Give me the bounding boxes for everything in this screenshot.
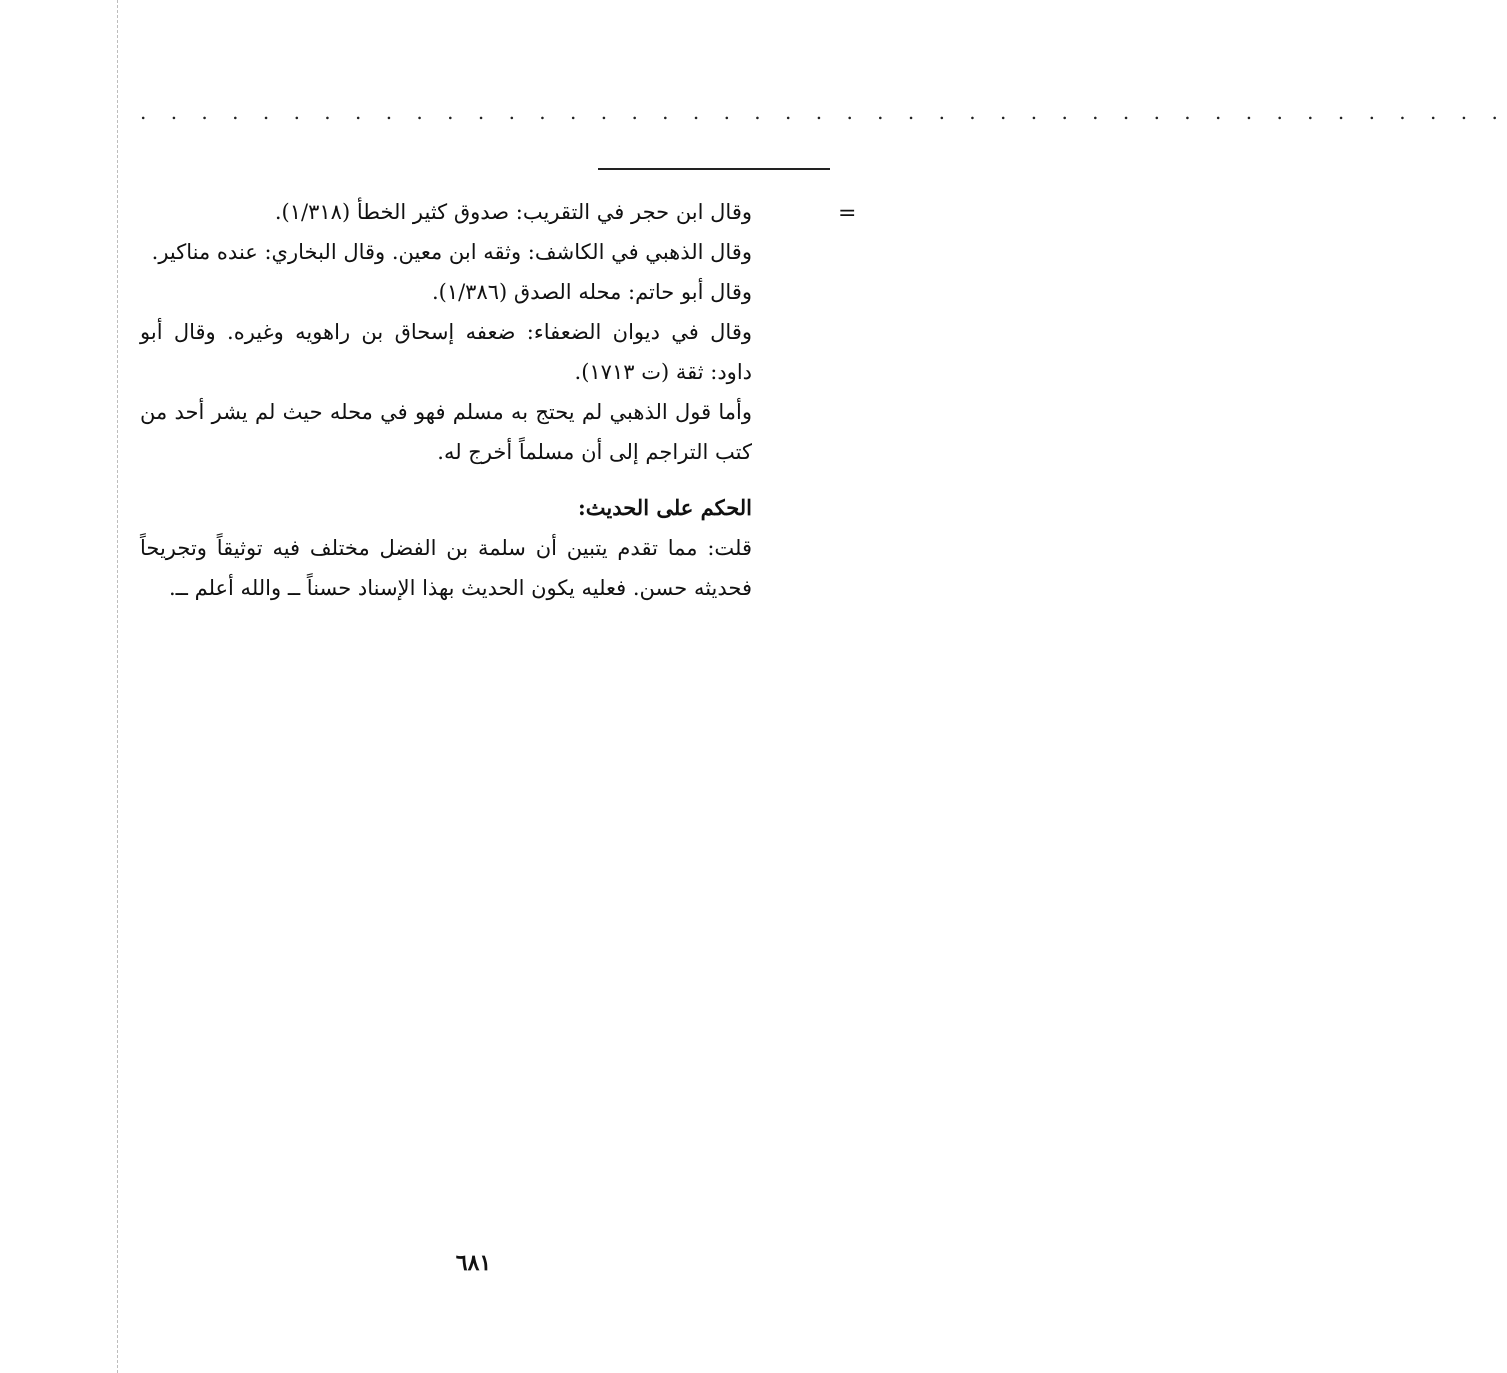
text-line-dhahabi-kashif: وقال الذهبي في الكاشف: وثقه ابن معين. وقال البخاري: عنده مناكير. (151, 240, 752, 264)
conclusion-paragraph: قلت: مما تقدم يتبين أن سلمة بن الفضل مختلف فيه توثيقاً وتجريحاً فحديثه حسن. فعليه يكون الحديث بهذا الإسناد حسناً ــ والله أعلم ــ. (140, 536, 752, 600)
footnote-text (140, 192, 752, 608)
continuation-mark: = (838, 201, 857, 226)
page-number: ٦٨١ (455, 1250, 492, 1276)
text-line-ibn-hajar: وقال ابن حجر في التقريب: صدوق كثير الخطأ (١/٣١٨). (274, 200, 752, 224)
text-line-dhahabi-muslim: وأما قول الذهبي لم يحتج به مسلم فهو في محله حيث لم يشر أحد من كتب التراجم إلى أن مسلماً أخرج له. (140, 400, 753, 464)
gutter-line (117, 0, 118, 1373)
ellipsis-separator: . . . . . . . . . . . . . . . . . . . . . . . . . . . . . . . . . . . . . . . . . . . . . (140, 100, 1507, 124)
text-line-diwan-duafa: وقال في ديوان الضعفاء: ضعفه إسحاق بن راهويه وغيره. وقال أبو داود: ثقة (ت ١٧١٣). (140, 320, 752, 384)
text-line-abu-hatim: وقال أبو حاتم: محله الصدق (١/٣٨٦). (431, 280, 752, 304)
footnote-rule (598, 168, 830, 170)
section-heading: الحكم على الحديث: (578, 495, 752, 520)
